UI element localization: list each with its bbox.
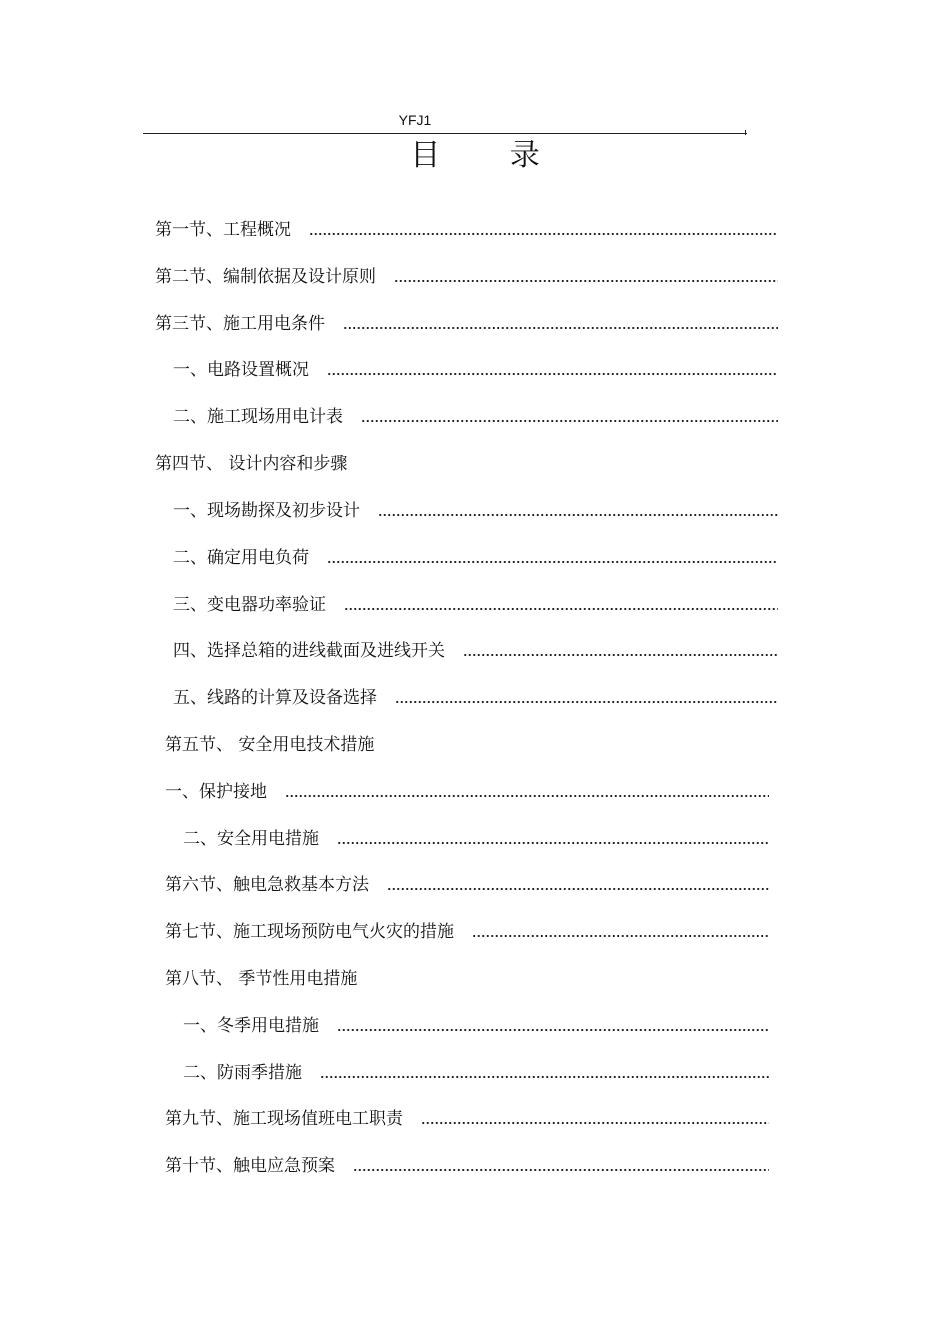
toc-entry-label: 四、选择总箱的进线截面及进线开关 — [173, 641, 445, 661]
dot-leader — [387, 887, 769, 891]
toc-entry-label: 第四节、 设计内容和步骤 — [155, 454, 348, 474]
toc-entry[interactable] — [173, 359, 778, 381]
dot-leader — [394, 279, 778, 283]
toc-entry[interactable] — [155, 219, 778, 241]
toc-entry-label: 第一节、工程概况 — [155, 220, 291, 240]
toc-entry-label: 一、冬季用电措施 — [183, 1016, 319, 1036]
toc-entry[interactable] — [165, 1108, 769, 1130]
dot-leader — [421, 1121, 769, 1125]
toc-entry[interactable] — [155, 266, 778, 288]
dot-leader — [337, 841, 769, 845]
toc-entry[interactable] — [155, 313, 778, 335]
dot-leader — [320, 1075, 769, 1079]
toc-entry[interactable] — [173, 687, 778, 709]
dot-leader — [309, 232, 778, 236]
toc-entry-label: 五、线路的计算及设备选择 — [173, 688, 377, 708]
toc-entry-label: 一、保护接地 — [165, 782, 267, 802]
toc-entry[interactable] — [155, 453, 347, 475]
dot-leader — [337, 1028, 769, 1032]
toc-entry[interactable] — [183, 1062, 769, 1084]
dot-leader — [327, 560, 778, 564]
toc-entry-label: 第九节、施工现场值班电工职责 — [165, 1109, 403, 1129]
toc-entry-label: 一、现场勘探及初步设计 — [173, 501, 360, 521]
toc-entry-label: 二、防雨季措施 — [183, 1063, 302, 1083]
document-title: 目 录 — [410, 138, 570, 173]
toc-entry-label: 第五节、 安全用电技术措施 — [165, 735, 375, 755]
toc-entry-label: 第三节、施工用电条件 — [155, 314, 325, 334]
dot-leader — [378, 513, 778, 517]
toc-entry[interactable] — [173, 500, 778, 522]
toc-entry[interactable] — [165, 921, 769, 943]
toc-entry-label: 二、确定用电负荷 — [173, 548, 309, 568]
toc-entry-label: 三、变电器功率验证 — [173, 595, 326, 615]
toc-entry[interactable] — [183, 1015, 769, 1037]
toc-entry[interactable] — [165, 968, 357, 990]
dot-leader — [344, 607, 778, 611]
toc-entry-label: 二、施工现场用电计表 — [173, 407, 343, 427]
toc-entry-label: 第十节、触电应急预案 — [165, 1156, 335, 1176]
toc-entry-label: 二、安全用电措施 — [183, 829, 319, 849]
toc-entry[interactable] — [173, 406, 778, 428]
toc-entry[interactable] — [173, 640, 778, 662]
toc-entry[interactable] — [183, 828, 769, 850]
toc-entry[interactable] — [165, 1155, 769, 1177]
toc-entry[interactable] — [165, 781, 769, 803]
toc-entry[interactable] — [173, 547, 778, 569]
toc-entry-label: 第八节、 季节性用电措施 — [165, 969, 358, 989]
header-code: YFJ1 — [398, 112, 432, 128]
dot-leader — [327, 372, 778, 376]
dot-leader — [343, 326, 778, 330]
dot-leader — [463, 653, 778, 657]
header-rule-tick — [745, 130, 746, 135]
dot-leader — [472, 934, 769, 938]
dot-leader — [353, 1168, 769, 1172]
dot-leader — [285, 794, 769, 798]
toc-entry-label: 第七节、施工现场预防电气火灾的措施 — [165, 922, 454, 942]
dot-leader — [395, 700, 778, 704]
toc-entry-label: 第六节、触电急救基本方法 — [165, 875, 369, 895]
toc-entry-label: 一、电路设置概况 — [173, 360, 309, 380]
toc-entry-label: 第二节、编制依据及设计原则 — [155, 267, 376, 287]
dot-leader — [361, 419, 778, 423]
toc-entry[interactable] — [165, 874, 769, 896]
toc-entry[interactable] — [165, 734, 374, 756]
toc-entry[interactable] — [173, 594, 778, 616]
